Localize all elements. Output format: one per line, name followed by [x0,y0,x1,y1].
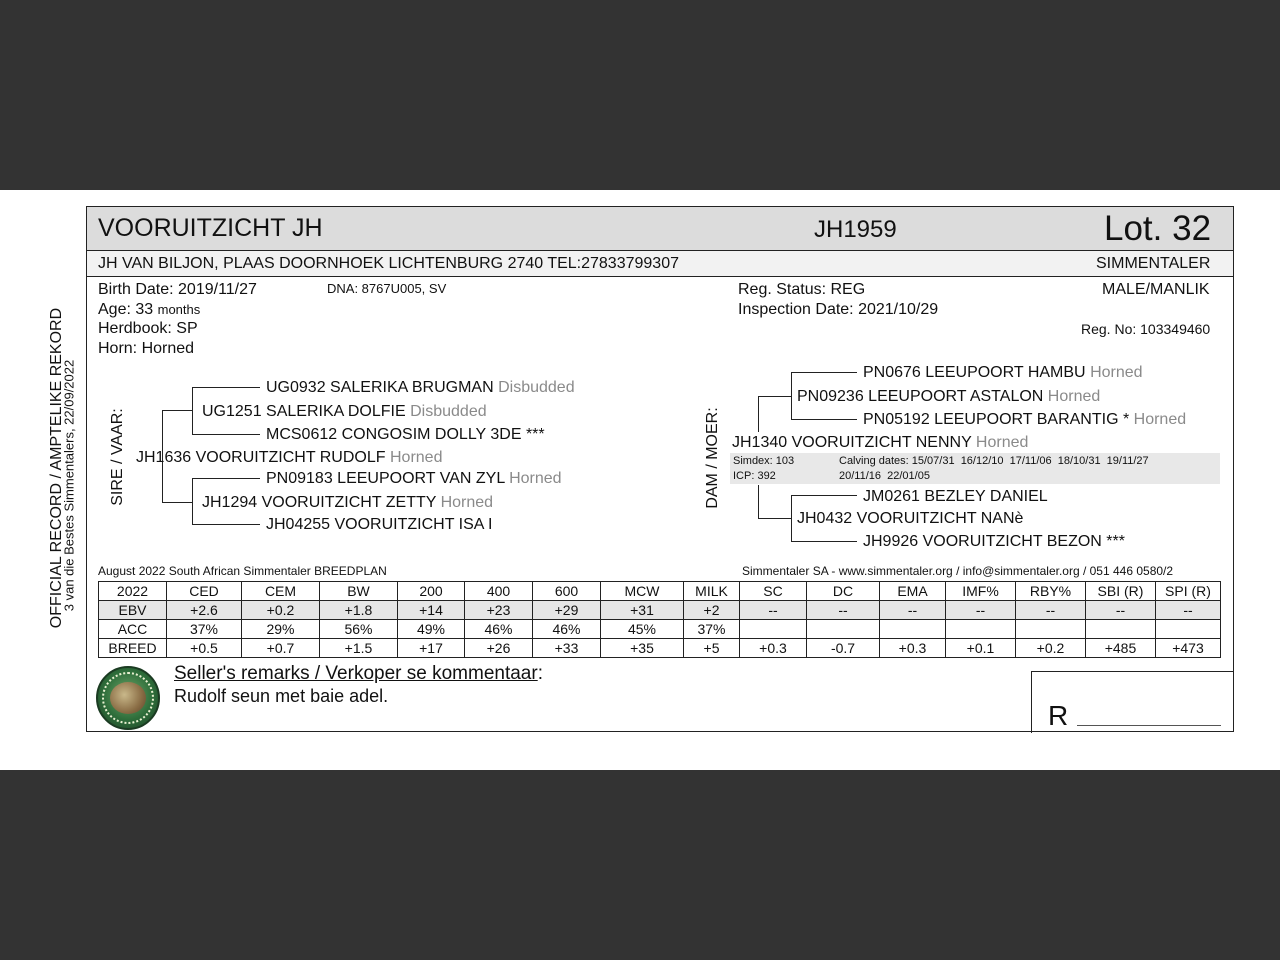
table-cell: +23 [465,601,533,620]
reg-status: Reg. Status: REG [738,281,866,298]
table-header-cell: IMF% [946,582,1016,601]
sire-sire-sire: UG0932 SALERIKA BRUGMAN Disbudded [266,379,575,396]
age-unit: months [157,302,201,317]
table-cell: -- [807,601,880,620]
owner-address: JH VAN BILJON, PLAAS DOORNHOEK LICHTENBURG 2740 TEL:27833799307 [98,255,679,272]
table-cell: +5 [684,639,740,658]
dam-tree-line [791,495,792,541]
icp: ICP: 392 [733,470,776,482]
dam-tree-line [758,396,759,432]
table-cell [740,620,807,639]
table-cell: 29% [242,620,320,639]
table-cell [880,620,946,639]
remarks-text: Rudolf seun met baie adel. [174,686,389,706]
simdex: Simdex: 103 [733,455,795,467]
table-header-cell: 400 [465,582,533,601]
table-cell: +473 [1156,639,1221,658]
calving-dates: Calving dates: 15/07/31 16/12/10 17/11/06 18/10/31 19/11/27 [839,455,1149,467]
table-cell: -- [1016,601,1086,620]
price-label: R [1048,700,1069,731]
table-header-cell: DC [807,582,880,601]
dam-tree-line [758,485,759,519]
sire-sire: UG1251 SALERIKA DOLFIE Disbudded [202,403,487,420]
age-value: Age: 33 [98,301,154,318]
dam: JH1340 VOORUITZICHT NENNY Horned [732,434,1029,451]
table-header-cell: SBI (R) [1086,582,1156,601]
table-cell: +0.3 [740,639,807,658]
table-cell: 37% [684,620,740,639]
dam-dam-sire: JM0261 BEZLEY DANIEL [863,488,1048,505]
table-cell: BREED [99,639,167,658]
dam-sire: PN09236 LEEUPOORT ASTALON Horned [797,388,1101,405]
age [98,301,200,319]
lot-number: Lot. 32 [1104,209,1212,248]
official-record-sub: 3 van die Bestes Simmentalers, 22/09/2022 [61,359,77,612]
inspection-date: Inspection Date: 2021/10/29 [738,301,939,318]
sire: JH1636 VOORUITZICHT RUDOLF Horned [136,449,443,466]
table-cell: +0.5 [167,639,242,658]
table-header-cell: MCW [601,582,684,601]
price-box-border [1031,671,1234,672]
table-cell: +0.3 [880,639,946,658]
sire-tree-line [192,434,260,435]
calving-dates-cont: 20/11/16 22/01/05 [839,470,930,482]
table-header-cell: 200 [398,582,465,601]
table-cell: -- [1086,601,1156,620]
table-header-cell: SPI (R) [1156,582,1221,601]
table-cell: +17 [398,639,465,658]
table-cell: -0.7 [807,639,880,658]
table-cell: +31 [601,601,684,620]
sire-sire-dam: MCS0612 CONGOSIM DOLLY 3DE *** [266,426,545,443]
birth-date: Birth Date: 2019/11/27 [98,281,257,298]
table-cell: 49% [398,620,465,639]
table-cell [1156,620,1221,639]
table-header-cell: CED [167,582,242,601]
table-header-cell: BW [320,582,398,601]
breedplan-contact: Simmentaler SA - www.simmentaler.org / info@simmentaler.org / 051 446 0580/2 [742,564,1174,578]
table-row-breed [99,639,1221,658]
sire-tree-line [192,478,193,525]
table-header-cell: EMA [880,582,946,601]
sire-tree-line [162,410,192,411]
table-cell: +33 [533,639,601,658]
table-header-row [99,582,1221,601]
table-cell: +29 [533,601,601,620]
remarks-heading: Seller's remarks / Verkoper se kommentaar: [174,663,543,684]
sire-tree-line [192,478,260,479]
table-cell: +1.5 [320,639,398,658]
sire-tree-line [192,387,260,388]
table-cell [807,620,880,639]
dam-tree-line [791,419,857,420]
animal-name: VOORUITZICHT JH [98,214,323,242]
table-cell [1086,620,1156,639]
table-cell: ACC [99,620,167,639]
sire-dam-sire: PN09183 LEEUPOORT VAN ZYL Horned [266,470,562,487]
table-header-cell: 2022 [99,582,167,601]
table-cell: 46% [533,620,601,639]
table-header-cell: CEM [242,582,320,601]
cattle-emblem-icon [110,682,146,714]
table-header-cell: 600 [533,582,601,601]
herdbook: Herdbook: SP [98,320,198,337]
animal-code: JH1959 [814,216,897,243]
table-cell: +0.1 [946,639,1016,658]
breed-society-logo [96,666,160,730]
table-cell: 37% [167,620,242,639]
sire-tree-line [192,387,193,435]
table-cell: +1.8 [320,601,398,620]
dam-tree-line [791,495,857,496]
table-cell: 56% [320,620,398,639]
dam-tree-line [791,372,857,373]
dam-sire-dam: PN05192 LEEUPOORT BARANTIG * Horned [863,411,1187,428]
dam-tree-line [791,372,792,419]
table-cell: +0.7 [242,639,320,658]
breed-name: SIMMENTALER [1096,255,1211,272]
table-cell: +0.2 [242,601,320,620]
sire-dam: JH1294 VOORUITZICHT ZETTY Horned [202,494,494,511]
price-input-line[interactable] [1077,725,1221,726]
price-box-border [1031,671,1032,733]
table-cell: +485 [1086,639,1156,658]
breedplan-table [98,581,1221,658]
dam-sire-sire: PN0676 LEEUPOORT HAMBU Horned [863,364,1143,381]
table-row-ebv [99,601,1221,620]
table-header-cell: RBY% [1016,582,1086,601]
dam-label: DAM / MOER: [704,407,721,509]
table-cell: +14 [398,601,465,620]
sire-tree-line [192,524,260,525]
table-cell: +2.6 [167,601,242,620]
table-cell [946,620,1016,639]
table-cell: -- [1156,601,1221,620]
sire-label: SIRE / VAAR: [109,408,126,506]
horn-status: Horn: Horned [98,340,195,357]
table-cell: 46% [465,620,533,639]
table-cell: EBV [99,601,167,620]
sex: MALE/MANLIK [1102,281,1210,298]
table-cell: +2 [684,601,740,620]
table-cell: -- [880,601,946,620]
table-cell: +0.2 [1016,639,1086,658]
dam-tree-line [791,541,857,542]
dam-dam-dam: JH9926 VOORUITZICHT BEZON *** [863,533,1125,550]
official-record-label: OFFICIAL RECORD / AMPTELIKE REKORD [48,307,65,629]
sire-tree-line [162,502,192,503]
table-cell: +35 [601,639,684,658]
dna-info: DNA: 8767U005, SV [327,281,447,296]
table-cell: -- [740,601,807,620]
table-cell: -- [946,601,1016,620]
table-cell: +26 [465,639,533,658]
table-cell [1016,620,1086,639]
dam-tree-line [758,518,792,519]
table-header-cell: MILK [684,582,740,601]
table-row-acc [99,620,1221,639]
reg-number: Reg. No: 103349460 [1081,321,1211,337]
dam-dam: JH0432 VOORUITZICHT NANè [797,510,1024,527]
breedplan-caption: August 2022 South African Simmentaler BREEDPLAN [98,564,387,578]
table-cell: 45% [601,620,684,639]
table-header-cell: SC [740,582,807,601]
sire-dam-dam: JH04255 VOORUITZICHT ISA I [266,516,493,533]
dam-tree-line [758,396,792,397]
